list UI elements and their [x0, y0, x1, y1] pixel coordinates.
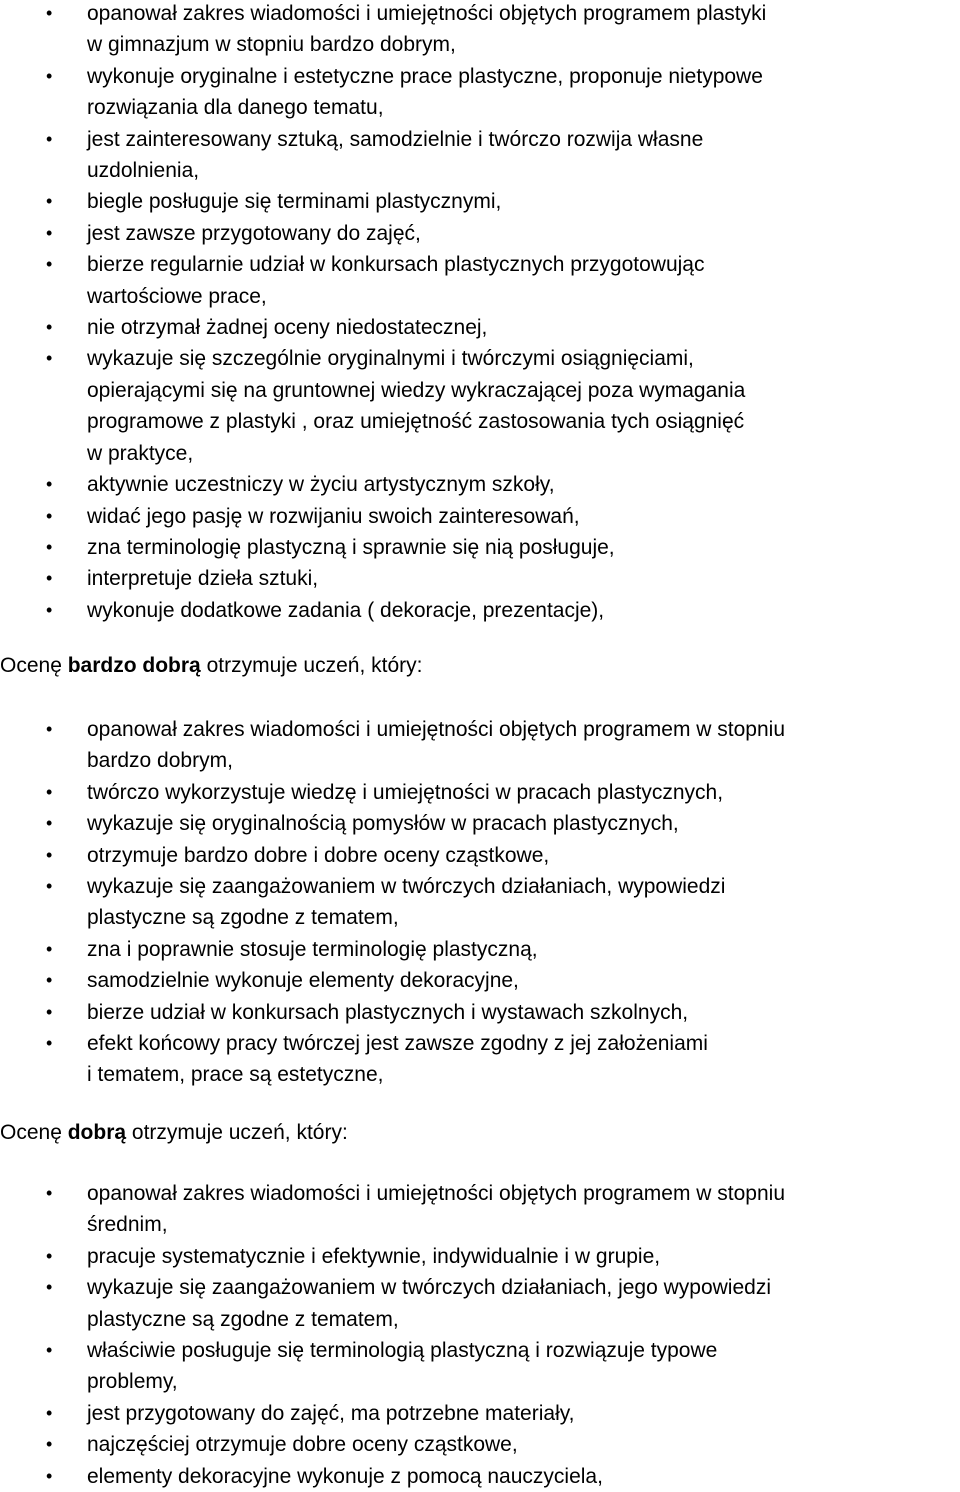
list-item: • jest zainteresowany sztuką, samodzielnie i twórczo rozwija własne uzdolnienia, [0, 124, 960, 187]
list-item: • bierze regularnie udział w konkursach plastycznych przygotowując wartościowe prace, [0, 249, 960, 312]
criteria-list-good [0, 1178, 960, 1492]
section-heading-very-good [0, 650, 422, 681]
list-item: • nie otrzymał żadnej oceny niedostatecznej, [0, 312, 960, 343]
list-item: • wykonuje oryginalne i estetyczne prace plastyczne, proponuje nietypowe rozwiązania dla danego tematu, [0, 61, 960, 124]
criteria-list-very-good [0, 714, 960, 1091]
list-item: • jest przygotowany do zajęć, ma potrzebne materiały, [0, 1398, 960, 1429]
list-item: • właściwie posługuje się terminologią plastyczną i rozwiązuje typowe problemy, [0, 1335, 960, 1398]
grade-name: dobrą [67, 1121, 127, 1144]
list-item: • twórczo wykorzystuje wiedzę i umiejętności w pracach plastycznych, [0, 777, 960, 808]
list-item: • wykazuje się zaangażowaniem w twórczych działaniach, wypowiedzi plastyczne są zgodne z tematem, [0, 871, 960, 934]
list-item: • jest zawsze przygotowany do zajęć, [0, 218, 960, 249]
list-item: • wykazuje się oryginalnością pomysłów w pracach plastycznych, [0, 808, 960, 839]
heading-prefix: Ocenę [0, 1121, 68, 1144]
section-heading-good [0, 1117, 348, 1148]
heading-suffix: otrzymuje uczeń, który: [126, 1121, 348, 1144]
list-item: • biegle posługuje się terminami plastycznymi, [0, 186, 960, 217]
list-item: • opanował zakres wiadomości i umiejętności objętych programem w stopniu średnim, [0, 1178, 960, 1241]
list-item: • zna i poprawnie stosuje terminologię plastyczną, [0, 934, 960, 965]
list-item: • najczęściej otrzymuje dobre oceny cząstkowe, [0, 1429, 960, 1460]
list-item: • pracuje systematycznie i efektywnie, indywidualnie i w grupie, [0, 1241, 960, 1272]
list-item: • zna terminologię plastyczną i sprawnie się nią posługuje, [0, 532, 960, 563]
list-item: • wykazuje się zaangażowaniem w twórczych działaniach, jego wypowiedzi plastyczne są zgodne z tematem, [0, 1272, 960, 1335]
heading-suffix: otrzymuje uczeń, który: [200, 654, 423, 677]
list-item: • interpretuje dzieła sztuki, [0, 563, 960, 594]
list-item: • samodzielnie wykonuje elementy dekoracyjne, [0, 965, 960, 996]
list-item: • wykonuje dodatkowe zadania ( dekoracje, prezentacje), [0, 595, 960, 626]
list-item: • opanował zakres wiadomości i umiejętności objętych programem plastyki w gimnazjum w stopniu bardzo dobrym, [0, 0, 960, 61]
list-item: • widać jego pasję w rozwijaniu swoich zainteresowań, [0, 501, 960, 532]
list-item: • efekt końcowy pracy twórczej jest zawsze zgodny z jej założeniami i tematem, prace są estetyczne, [0, 1028, 960, 1091]
list-item: • bierze udział w konkursach plastycznych i wystawach szkolnych, [0, 997, 960, 1028]
heading-prefix: Ocenę [0, 654, 68, 677]
list-item: • aktywnie uczestniczy w życiu artystycznym szkoły, [0, 469, 960, 500]
list-item: • otrzymuje bardzo dobre i dobre oceny cząstkowe, [0, 840, 960, 871]
grade-name: bardzo dobrą [67, 654, 201, 677]
list-item: • wykazuje się szczególnie oryginalnymi i twórczymi osiągnięciami, opierającymi się na gruntownej wiedzy wykraczającej poza wymagania programowe z plastyki , oraz umiejętność zastosowania tych osiągnięć w praktyce, [0, 343, 960, 469]
list-item: • elementy dekoracyjne wykonuje z pomocą nauczyciela, [0, 1461, 960, 1492]
list-item: • opanował zakres wiadomości i umiejętności objętych programem w stopniu bardzo dobrym, [0, 714, 960, 777]
criteria-list-top [0, 0, 960, 626]
